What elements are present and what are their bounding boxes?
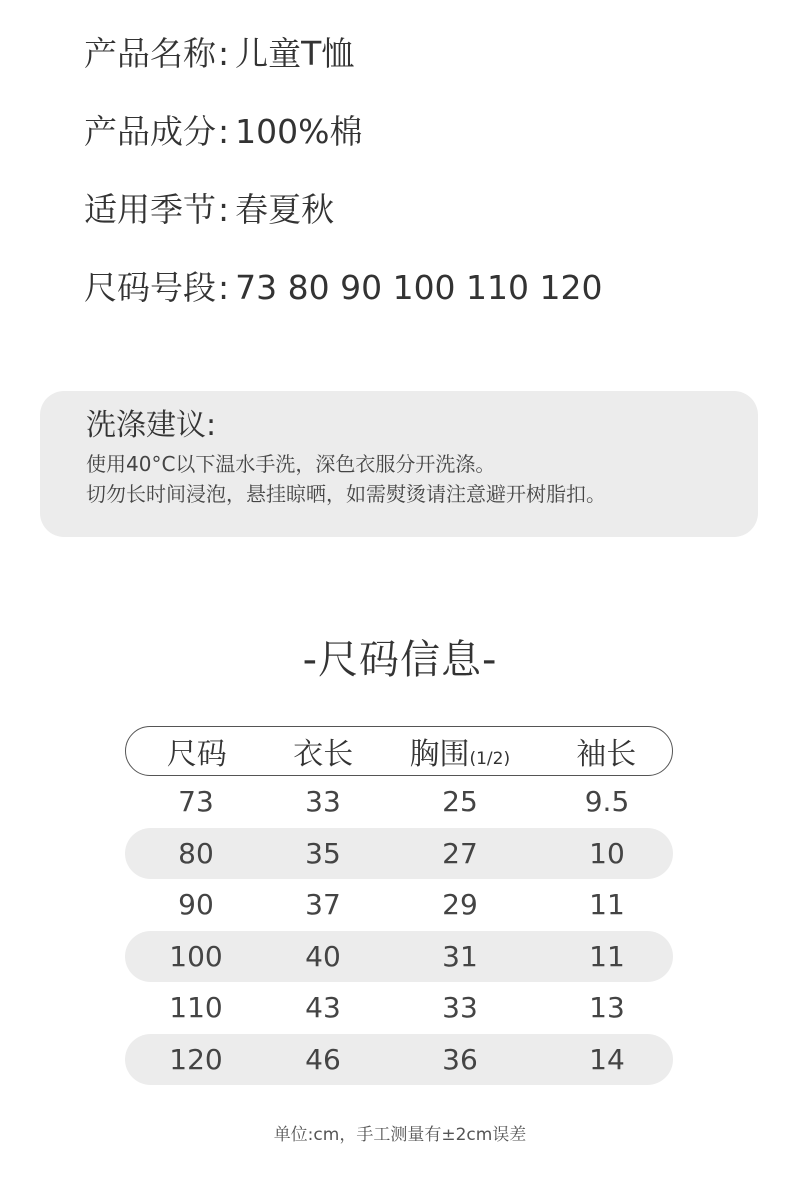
cell-length: 37 xyxy=(305,888,341,922)
info-value: 100%棉 xyxy=(235,112,363,151)
header-length: 衣长 xyxy=(293,737,354,772)
cell-size: 73 xyxy=(178,785,214,819)
size-table xyxy=(125,726,673,1085)
care-line: 切勿长时间浸泡，悬挂晾晒，如需熨烫请注意避开树脂扣。 xyxy=(86,482,606,506)
header-sleeve: 袖长 xyxy=(576,737,637,772)
cell-length: 35 xyxy=(305,836,341,870)
table-row xyxy=(125,931,673,983)
cell-length: 33 xyxy=(305,785,341,819)
info-separator: : xyxy=(218,34,230,73)
info-row-sizes xyxy=(84,262,764,340)
cell-chest: 31 xyxy=(442,939,478,973)
care-title: 洗涤建议: xyxy=(86,408,217,443)
cell-chest: 36 xyxy=(442,1042,478,1076)
info-label: 适用季节 xyxy=(84,190,216,229)
info-label: 尺码号段 xyxy=(84,268,216,307)
care-line: 使用40°C以下温水手洗，深色衣服分开洗涤。 xyxy=(86,452,496,476)
header-chest-label: 胸围 xyxy=(409,737,470,772)
cell-length: 46 xyxy=(305,1042,341,1076)
cell-length: 40 xyxy=(305,939,341,973)
table-row xyxy=(125,828,673,880)
measurement-footnote: 单位:cm，手工测量有±2cm误差 xyxy=(273,1125,527,1145)
header-chest xyxy=(379,729,540,773)
cell-chest: 27 xyxy=(442,836,478,870)
info-value: 73 80 90 100 110 120 xyxy=(235,268,603,307)
info-separator: : xyxy=(218,112,230,151)
cell-size: 110 xyxy=(169,991,223,1025)
info-label: 产品名称 xyxy=(84,34,216,73)
cell-sleeve: 9.5 xyxy=(584,785,630,819)
cell-sleeve: 14 xyxy=(589,1042,625,1076)
cell-size: 90 xyxy=(178,888,214,922)
cell-size: 120 xyxy=(169,1042,223,1076)
info-value: 春夏秋 xyxy=(235,190,335,229)
size-section-title: -尺码信息- xyxy=(302,637,498,683)
cell-size: 100 xyxy=(169,939,223,973)
info-row-season xyxy=(84,184,764,262)
cell-length: 43 xyxy=(305,991,341,1025)
info-label: 产品成分 xyxy=(84,112,216,151)
info-separator: : xyxy=(218,190,230,229)
header-size: 尺码 xyxy=(166,737,227,772)
cell-chest: 29 xyxy=(442,888,478,922)
info-row-name xyxy=(84,28,764,106)
size-table-header xyxy=(125,726,673,776)
info-row-material xyxy=(84,106,764,184)
info-separator: : xyxy=(218,268,230,307)
table-row xyxy=(125,776,673,828)
cell-chest: 33 xyxy=(442,991,478,1025)
cell-sleeve: 11 xyxy=(589,939,625,973)
cell-sleeve: 11 xyxy=(589,888,625,922)
cell-size: 80 xyxy=(178,836,214,870)
cell-chest: 25 xyxy=(442,785,478,819)
cell-sleeve: 10 xyxy=(589,836,625,870)
care-panel xyxy=(40,391,758,537)
table-row xyxy=(125,879,673,931)
product-info xyxy=(84,28,764,340)
cell-sleeve: 13 xyxy=(589,991,625,1025)
info-value: 儿童T恤 xyxy=(235,34,355,73)
header-chest-unit: (1/2) xyxy=(469,749,511,769)
table-row xyxy=(125,1034,673,1086)
table-row xyxy=(125,982,673,1034)
